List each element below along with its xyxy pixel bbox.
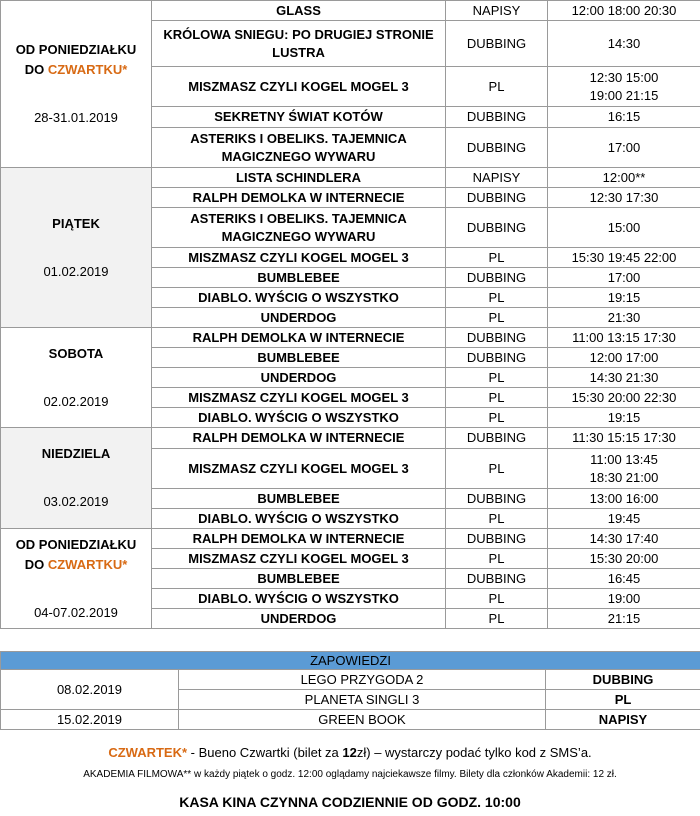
showtime-line: 12:00** — [602, 169, 646, 185]
day-cell — [1, 168, 152, 328]
showtime-line: 11:00 13:45 — [590, 451, 658, 467]
day-date: 28-31.01.2019 — [34, 110, 118, 125]
film-version: DUBBING — [446, 188, 548, 208]
film-title: LISTA SCHINDLERA — [152, 168, 446, 188]
film-title: RALPH DEMOLKA W INTERNECIE — [152, 188, 446, 208]
schedule-body — [1, 1, 700, 629]
announcement-date: 15.02.2019 — [1, 710, 179, 730]
day-prefix: DO — [24, 556, 48, 572]
showtime-line: 12:30 17:30 — [589, 189, 659, 205]
announcement-row — [1, 710, 700, 730]
day-name: PIĄTEK — [52, 215, 100, 231]
showtimes — [548, 21, 700, 67]
showtimes — [548, 388, 700, 408]
film-title: BUMBLEBEE — [152, 268, 446, 288]
showtimes — [548, 549, 700, 569]
film-version: NAPISY — [446, 1, 548, 21]
film-title: BUMBLEBEE — [152, 569, 446, 589]
showtimes — [548, 208, 700, 248]
showtimes — [548, 308, 700, 328]
film-version: PL — [446, 509, 548, 529]
day-spacer — [3, 575, 149, 603]
showtimes — [548, 408, 700, 428]
showtime-line: 21:30 — [607, 309, 641, 325]
film-version: DUBBING — [446, 428, 548, 449]
film-version: PL — [446, 449, 548, 489]
announcement-film: GREEN BOOK — [179, 710, 546, 730]
day-highlight: CZWARTKU* — [47, 62, 128, 77]
film-title: UNDERDOG — [152, 368, 446, 388]
film-title: BUMBLEBEE — [152, 348, 446, 368]
day-cell — [1, 1, 152, 168]
showtimes — [548, 609, 700, 629]
film-title: DIABLO. WYŚCIG O WSZYSTKO — [152, 589, 446, 609]
announcement-date: 08.02.2019 — [1, 670, 179, 710]
film-version: PL — [446, 589, 548, 609]
showtime-line: 11:30 15:15 17:30 — [572, 430, 676, 445]
film-title: UNDERDOG — [152, 308, 446, 328]
announcement-version: PL — [546, 690, 700, 710]
film-title: KRÓLOWA SNIEGU: PO DRUGIEJ STRONIE LUSTRA — [152, 21, 446, 67]
showtime-line: 15:30 20:00 22:30 — [571, 389, 677, 405]
showtimes — [548, 368, 700, 388]
day-range — [3, 60, 149, 80]
film-version: PL — [446, 368, 548, 388]
film-title: RALPH DEMOLKA W INTERNECIE — [152, 428, 446, 449]
showtimes — [548, 509, 700, 529]
day-date: 01.02.2019 — [43, 263, 109, 279]
day-spacer — [3, 364, 149, 392]
showtime-line: 16:45 — [607, 570, 641, 586]
day-date: 03.02.2019 — [43, 494, 109, 509]
showtime-line: 15:30 19:45 22:00 — [571, 249, 677, 265]
thursday-highlight: CZWARTEK* — [108, 745, 188, 760]
showtime-line: 19:45 — [607, 510, 641, 526]
film-version: PL — [446, 288, 548, 308]
day-spacer — [3, 234, 149, 262]
announcement-row — [1, 670, 700, 690]
showtime-line: 12:30 15:00 — [589, 69, 659, 85]
film-academy-note: AKADEMIA FILMOWA** w każdy piątek o godz. 12:00 oglądamy najciekawsze filmy. Bilety dla członków Akademii: 12 zł. — [83, 769, 617, 780]
film-title: DIABLO. WYŚCIG O WSZYSTKO — [152, 288, 446, 308]
film-title: RALPH DEMOLKA W INTERNECIE — [152, 328, 446, 348]
schedule-row — [1, 1, 700, 21]
announcement-version: DUBBING — [546, 670, 700, 690]
day-cell — [1, 328, 152, 428]
film-version: DUBBING — [446, 107, 548, 128]
film-version: DUBBING — [446, 529, 548, 549]
showtimes — [548, 428, 700, 449]
film-version: PL — [446, 248, 548, 268]
showtimes — [548, 128, 700, 168]
showtime-line: 19:00 — [607, 590, 641, 606]
showtime-line: 15:30 20:00 — [589, 550, 659, 566]
film-version: PL — [446, 388, 548, 408]
film-version: NAPISY — [446, 168, 548, 188]
day-spacer — [3, 464, 149, 492]
film-version: PL — [446, 308, 548, 328]
film-version: DUBBING — [446, 21, 548, 67]
film-title: ASTERIKS I OBELIKS. TAJEMNICA MAGICZNEGO WYWARU — [152, 208, 446, 248]
announcement-film: LEGO PRZYGODA 2 — [179, 670, 546, 690]
showtimes — [548, 589, 700, 609]
schedule-row — [1, 529, 700, 549]
day-cell — [1, 529, 152, 629]
showtime-line: 17:00 — [607, 269, 641, 285]
day-name: NIEDZIELA — [41, 446, 111, 461]
film-version: DUBBING — [446, 128, 548, 168]
showtimes — [548, 288, 700, 308]
announcements-header: ZAPOWIEDZI — [1, 652, 700, 670]
showtime-line: 21:15 — [607, 610, 641, 626]
thursday-promo-note — [0, 745, 700, 760]
announcement-version: NAPISY — [546, 710, 700, 730]
showtime-line: 12:00 17:00 — [589, 349, 659, 365]
announcement-film: PLANETA SINGLI 3 — [179, 690, 546, 710]
showtimes — [548, 248, 700, 268]
film-title: GLASS — [152, 1, 446, 21]
day-date: 04-07.02.2019 — [34, 604, 118, 620]
showtimes — [548, 489, 700, 509]
showtimes — [548, 107, 700, 128]
showtimes — [548, 188, 700, 208]
announcements-table — [0, 651, 700, 730]
schedule-row — [1, 328, 700, 348]
day-date: 02.02.2019 — [43, 393, 109, 409]
showtimes — [548, 328, 700, 348]
film-title: SEKRETNY ŚWIAT KOTÓW — [152, 107, 446, 128]
film-title: DIABLO. WYŚCIG O WSZYSTKO — [152, 509, 446, 529]
film-title: MISZMASZ CZYLI KOGEL MOGEL 3 — [152, 549, 446, 569]
announcements-header-row — [1, 652, 700, 670]
showtime-line: 18:30 21:00 — [589, 469, 659, 485]
showtime-line: 13:00 16:00 — [589, 490, 659, 506]
film-version: DUBBING — [446, 489, 548, 509]
showtime-line: 16:15 — [607, 109, 641, 124]
schedule-row — [1, 428, 700, 449]
day-cell — [1, 428, 152, 529]
film-version: PL — [446, 67, 548, 107]
showtime-line: 14:30 17:40 — [589, 530, 659, 546]
showtime-line: 15:00 — [607, 219, 641, 235]
showtime-line: 19:00 21:15 — [589, 87, 659, 103]
day-name: OD PONIEDZIAŁKU — [15, 536, 137, 552]
film-title: RALPH DEMOLKA W INTERNECIE — [152, 529, 446, 549]
film-version: DUBBING — [446, 569, 548, 589]
promo-text-b: zł) – wystarczy podać tylko kod z SMS’a. — [356, 745, 592, 760]
film-version: PL — [446, 549, 548, 569]
day-prefix: DO — [24, 62, 48, 77]
promo-price: 12 — [342, 745, 357, 760]
day-spacer — [3, 80, 149, 108]
film-version: DUBBING — [446, 348, 548, 368]
film-title: MISZMASZ CZYLI KOGEL MOGEL 3 — [152, 67, 446, 107]
day-highlight: CZWARTKU* — [47, 556, 128, 572]
film-version: PL — [446, 609, 548, 629]
showtime-line: 17:00 — [607, 139, 641, 155]
showtime-line: 11:00 13:15 17:30 — [572, 329, 676, 345]
day-range — [3, 555, 149, 575]
showtimes — [548, 529, 700, 549]
film-title: MISZMASZ CZYLI KOGEL MOGEL 3 — [152, 388, 446, 408]
showtime-line: 19:15 — [607, 289, 641, 305]
film-version: DUBBING — [446, 208, 548, 248]
showtimes — [548, 569, 700, 589]
announcements-body — [1, 652, 700, 730]
film-version: DUBBING — [446, 268, 548, 288]
showtime-line: 19:15 — [607, 409, 641, 425]
showtimes — [548, 168, 700, 188]
showtimes — [548, 449, 700, 489]
showtimes — [548, 1, 700, 21]
film-version: DUBBING — [446, 328, 548, 348]
promo-text-a: - Bueno Czwartki (bilet za — [187, 745, 343, 760]
day-name: OD PONIEDZIAŁKU — [15, 42, 137, 57]
film-version: PL — [446, 408, 548, 428]
showtimes — [548, 67, 700, 107]
box-office-hours: KASA KINA CZYNNA CODZIENNIE OD GODZ. 10:00 — [179, 794, 521, 810]
film-title: BUMBLEBEE — [152, 489, 446, 509]
film-title: MISZMASZ CZYLI KOGEL MOGEL 3 — [152, 248, 446, 268]
showtime-line: 14:30 21:30 — [589, 369, 659, 385]
film-title: DIABLO. WYŚCIG O WSZYSTKO — [152, 408, 446, 428]
film-title: MISZMASZ CZYLI KOGEL MOGEL 3 — [152, 449, 446, 489]
day-name: SOBOTA — [48, 345, 104, 361]
showtime-line: 14:30 — [607, 35, 641, 51]
schedule-row — [1, 168, 700, 188]
showtimes — [548, 268, 700, 288]
showtime-line: 12:00 18:00 20:30 — [571, 2, 677, 18]
film-title: UNDERDOG — [152, 609, 446, 629]
film-title: ASTERIKS I OBELIKS. TAJEMNICA MAGICZNEGO WYWARU — [152, 128, 446, 168]
showtimes — [548, 348, 700, 368]
